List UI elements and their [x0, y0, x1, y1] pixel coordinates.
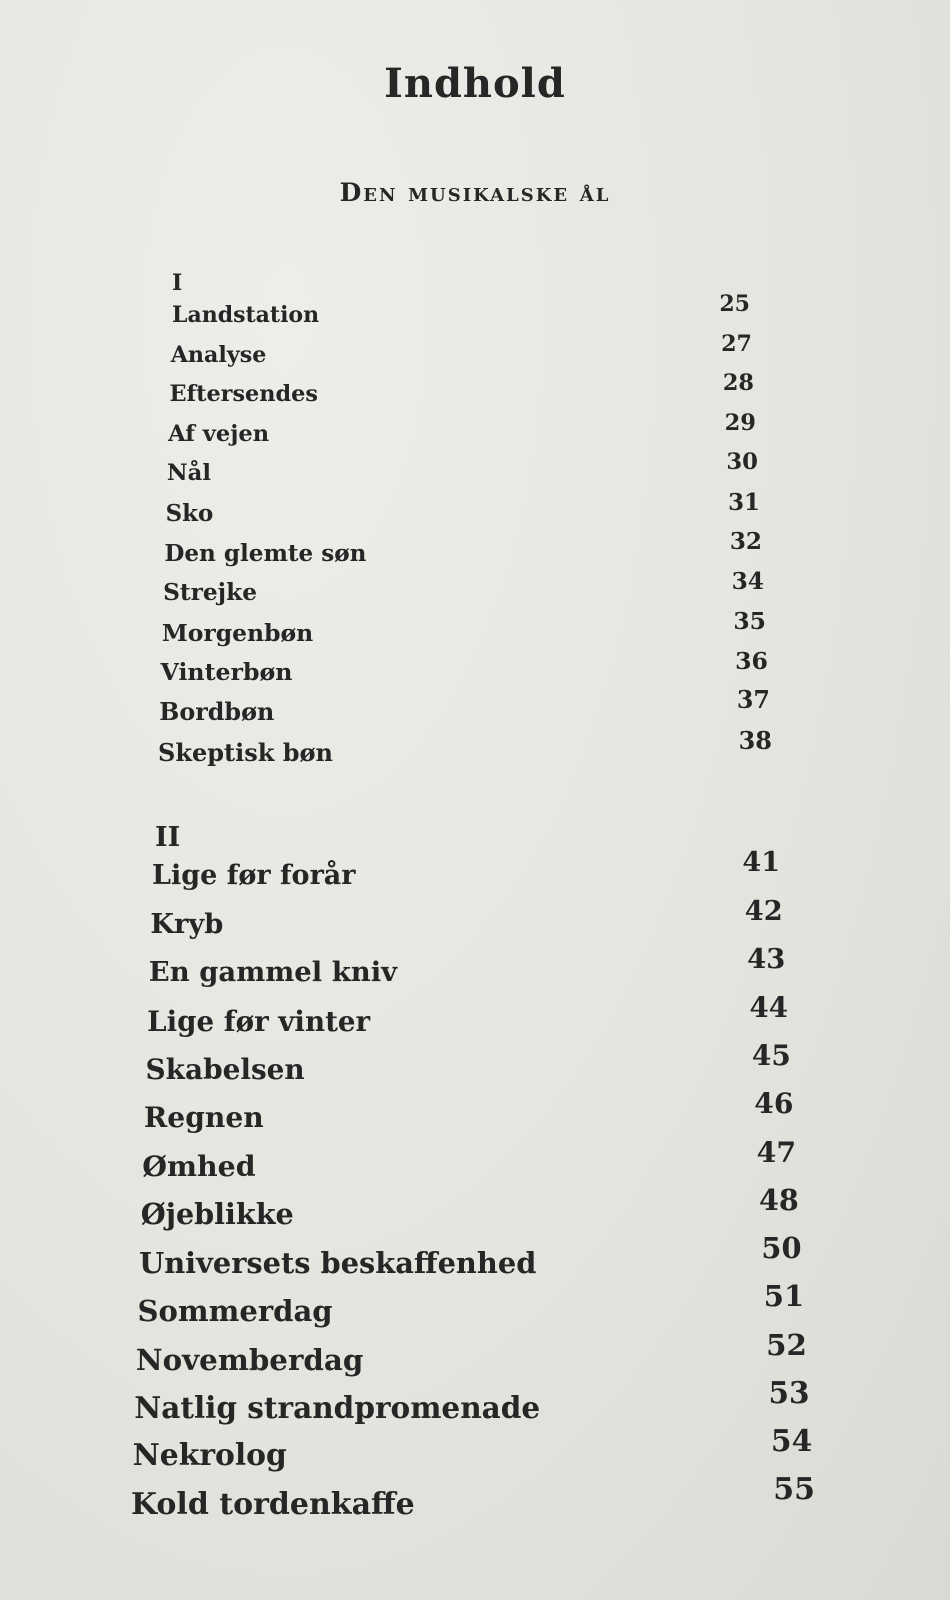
- toc-entry-title: Lige før vinter: [147, 1004, 371, 1038]
- toc-entry: [150, 894, 783, 943]
- toc-entry: [172, 291, 750, 331]
- toc-entry-title: Sko: [165, 500, 214, 527]
- toc-entry-title: Nekrolog: [132, 1438, 287, 1474]
- toc-entry-title: Øjeblikke: [140, 1197, 294, 1232]
- page-title: Indhold: [384, 60, 566, 107]
- toc-entry-page-number: 54: [770, 1423, 813, 1459]
- toc-entry-page-number: 48: [759, 1183, 799, 1218]
- toc-entry-page-number: 45: [751, 1038, 791, 1072]
- toc-entry-page-number: 41: [742, 846, 780, 878]
- toc-entry-page-number: 47: [756, 1135, 797, 1169]
- toc-entry: [142, 1135, 797, 1186]
- toc-entry: [160, 646, 768, 689]
- toc-entry-page-number: 35: [733, 607, 766, 636]
- toc-entry-title: Analyse: [170, 341, 267, 368]
- toc-entry-title: Regnen: [143, 1101, 264, 1134]
- toc-entry-page-number: 25: [719, 291, 750, 317]
- toc-entry-page-number: 42: [744, 894, 783, 927]
- toc-entry-title: Kryb: [150, 908, 224, 941]
- toc-entry-title: Strejke: [163, 579, 258, 607]
- toc-entry-page-number: 44: [749, 990, 789, 1024]
- toc-entry-page-number: 29: [724, 409, 756, 436]
- toc-entry-page-number: 36: [735, 646, 768, 675]
- toc-entry-title: Eftersendes: [169, 381, 318, 408]
- toc-entry-title: Ømhed: [142, 1149, 256, 1184]
- toc-entry-title: Kold tordenkaffe: [131, 1486, 415, 1522]
- toc-entry: [170, 330, 752, 371]
- toc-entry-title: En gammel kniv: [148, 956, 398, 989]
- toc-entry: [140, 1183, 799, 1234]
- toc-entry: [163, 567, 764, 609]
- toc-entry-title: Skeptisk bøn: [158, 737, 333, 767]
- toc-entry-title: Morgenbøn: [161, 618, 314, 647]
- toc-entry-page-number: 53: [768, 1375, 810, 1411]
- toc-entry-page-number: 50: [761, 1231, 802, 1266]
- toc-entry-title: Skabelsen: [145, 1052, 305, 1086]
- section-heading: Den musikalske ål: [339, 178, 611, 207]
- toc-entry-title: Den glemte søn: [164, 539, 367, 567]
- toc-entry: [166, 449, 758, 490]
- toc-entry-title: Vinterbøn: [160, 658, 293, 687]
- toc-entry-title: Bordbøn: [159, 698, 275, 726]
- toc-entry: [131, 1471, 815, 1526]
- toc-entry-title: Sommerdag: [137, 1293, 333, 1328]
- toc-entry: [168, 409, 756, 450]
- toc-entry: [134, 1375, 810, 1428]
- toc-entry: [169, 370, 754, 410]
- toc-entry: [159, 686, 770, 729]
- toc-entry: [148, 942, 786, 992]
- toc-entry: [143, 1086, 794, 1138]
- toc-entry-page-number: 52: [766, 1327, 807, 1363]
- toc-entry-title: Lige før forår: [152, 860, 356, 891]
- toc-entry-title: Natlig strandpromenade: [134, 1390, 541, 1426]
- toc-entry-page-number: 51: [763, 1279, 805, 1314]
- toc-entry: [165, 488, 760, 530]
- toc-entry-page-number: 34: [731, 567, 764, 595]
- toc-entry-page-number: 43: [747, 942, 786, 975]
- toc-entry: [147, 990, 789, 1041]
- toc-entry: [137, 1279, 805, 1332]
- toc-entry: [145, 1038, 791, 1089]
- toc-entry-title: Novemberdag: [135, 1342, 364, 1377]
- toc-entry-title: Nål: [166, 460, 212, 487]
- toc-entry: [158, 725, 772, 769]
- toc-entry-page-number: 27: [721, 330, 752, 357]
- toc-entry-title: Af vejen: [168, 420, 270, 447]
- toc-entry-page-number: 37: [736, 686, 770, 715]
- toc-entry-page-number: 31: [728, 488, 760, 516]
- toc-entry: [152, 846, 780, 895]
- toc-entry-title: Universets beskaffenhed: [139, 1245, 537, 1280]
- section-numeral: II: [155, 822, 181, 853]
- toc-entry-page-number: 28: [722, 370, 754, 397]
- toc-entry-page-number: 38: [738, 725, 772, 755]
- toc-entry-page-number: 32: [729, 528, 762, 556]
- section-numeral: I: [172, 270, 183, 296]
- toc-entry-page-number: 55: [773, 1471, 815, 1507]
- toc-entry-page-number: 30: [726, 449, 758, 476]
- toc-entry-title: Landstation: [172, 302, 320, 328]
- toc-entry: [161, 607, 766, 649]
- toc-entry: [164, 528, 762, 570]
- toc-entry: [132, 1423, 813, 1477]
- toc-entry: [135, 1327, 807, 1380]
- toc-entry: [139, 1231, 802, 1284]
- toc-entry-page-number: 46: [754, 1086, 794, 1120]
